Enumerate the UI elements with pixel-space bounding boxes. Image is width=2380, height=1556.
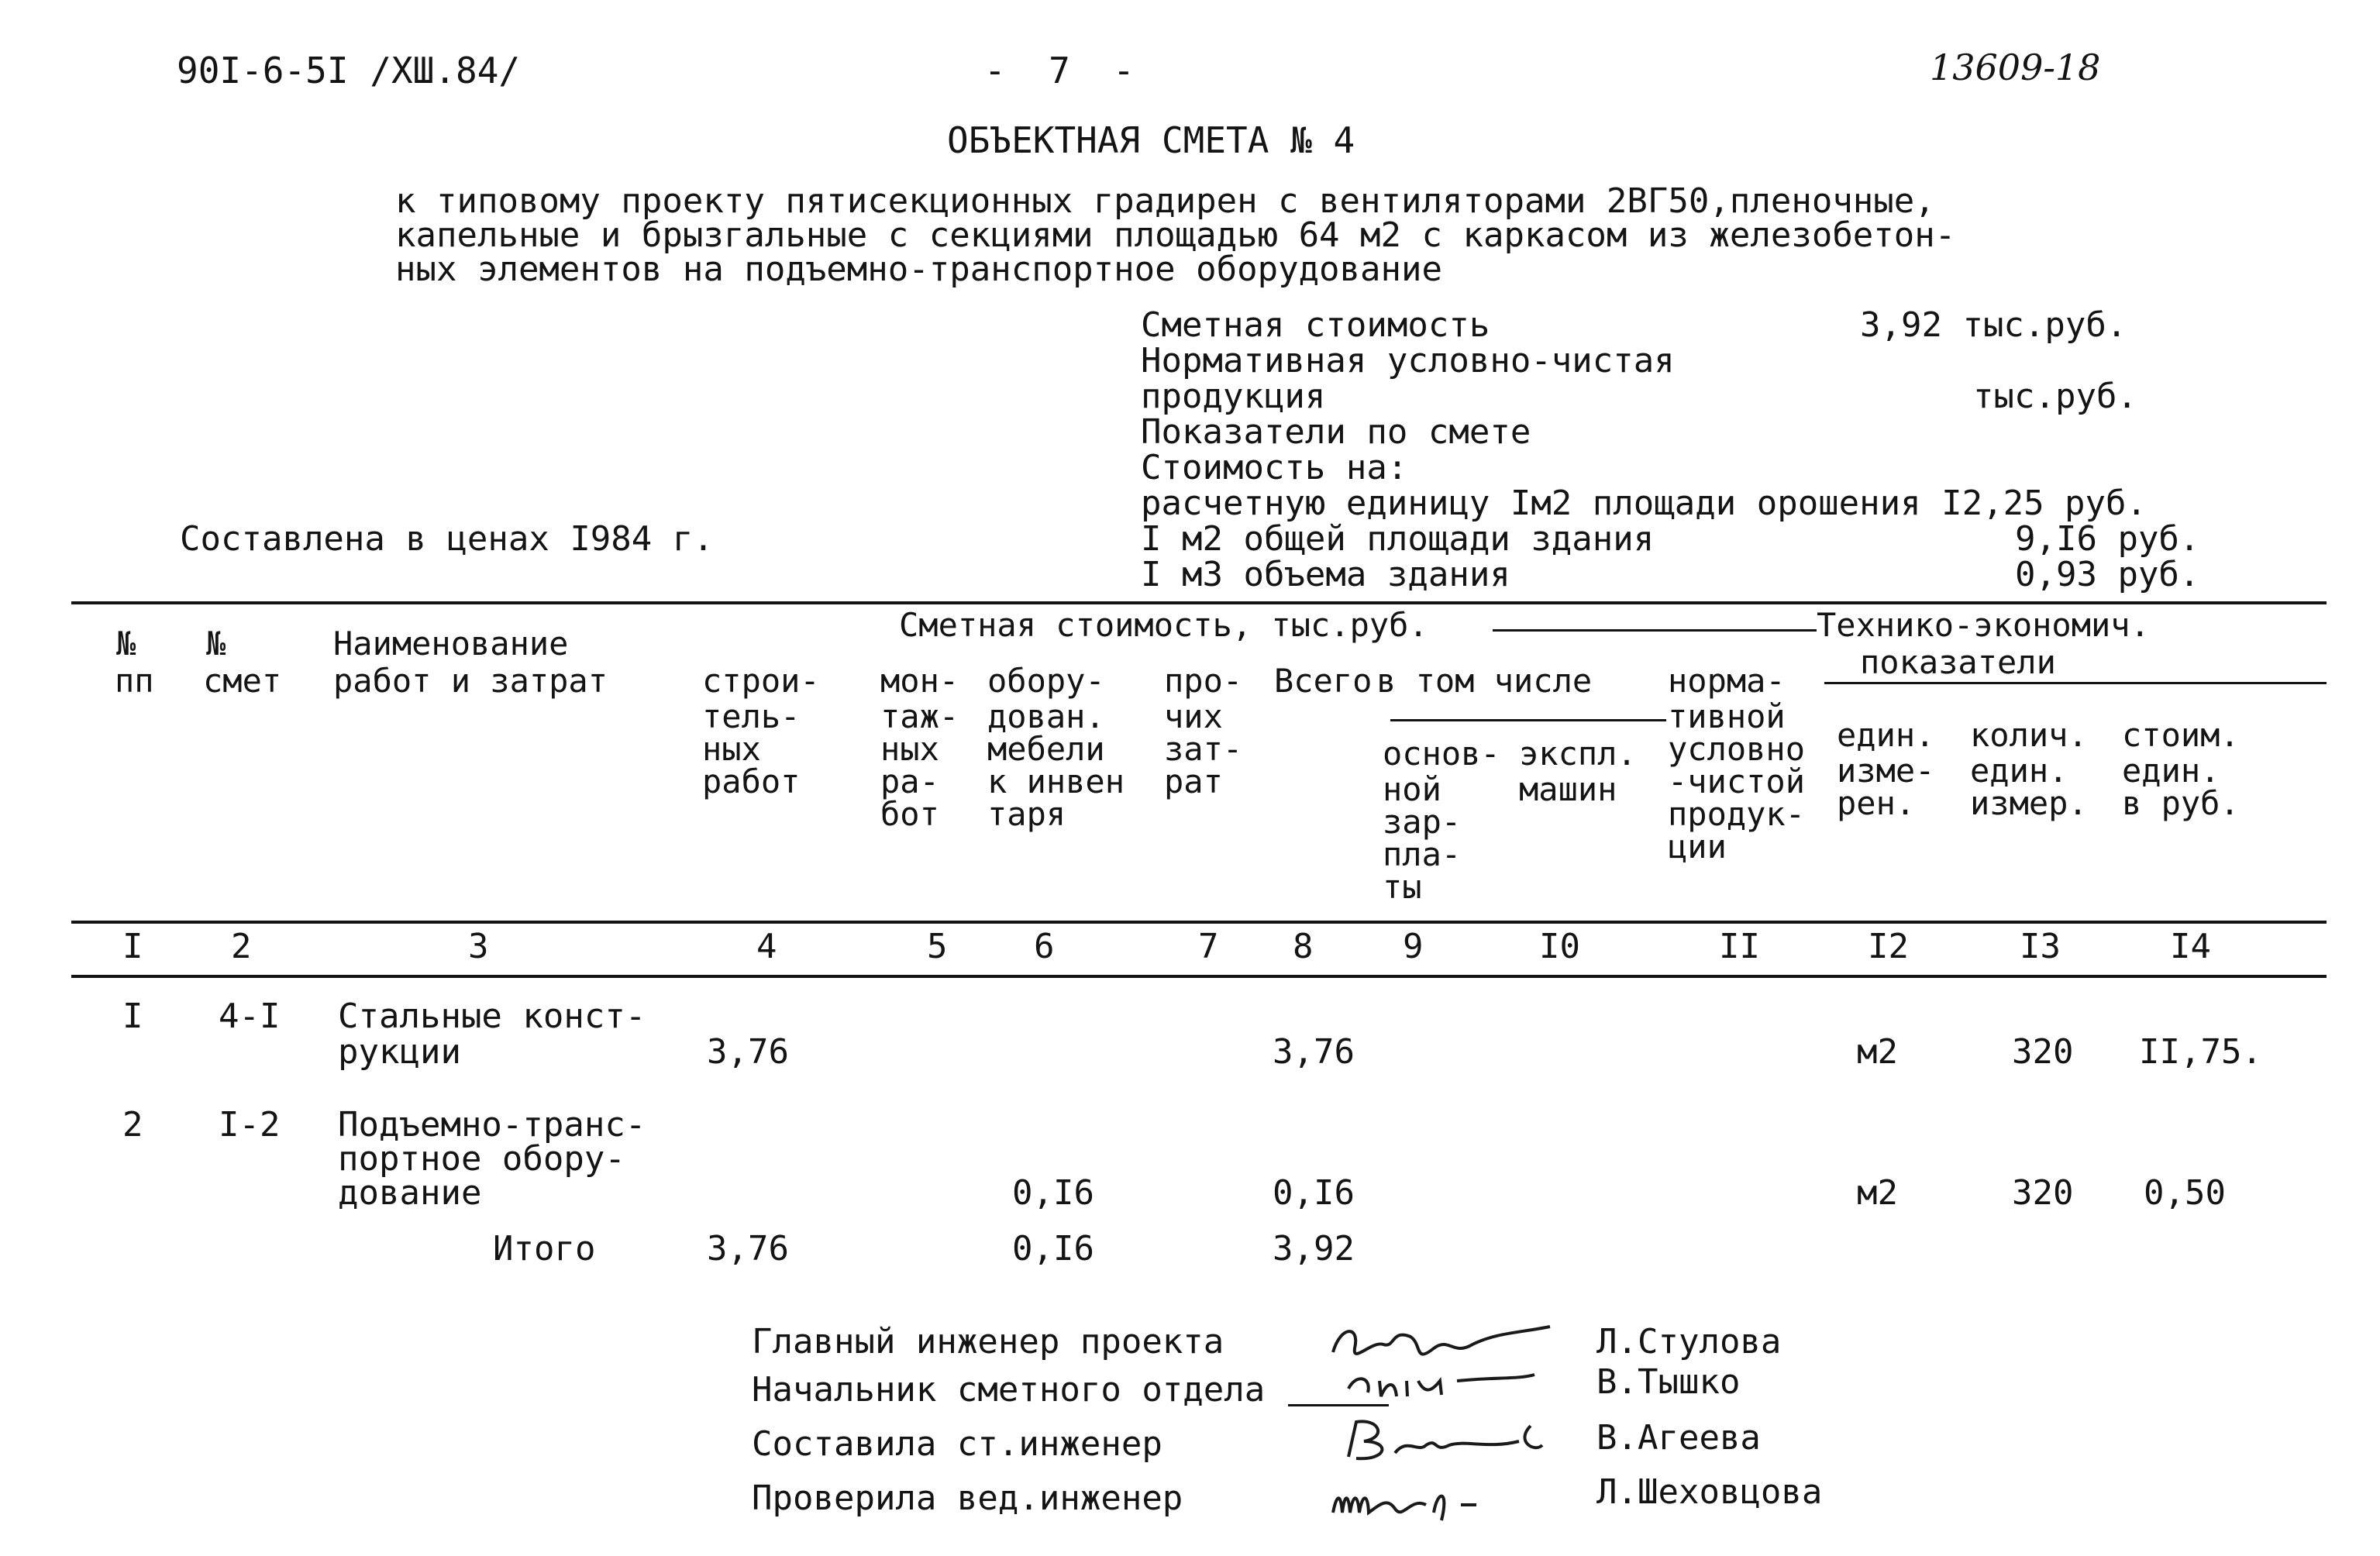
col-9-head-3: зар- — [1383, 803, 1462, 841]
col-11-head-2: тивной — [1668, 697, 1786, 735]
col-6-head-1: обору- — [987, 662, 1105, 700]
col-4-head-2: тель- — [702, 697, 801, 735]
cost-group-head: Сметная стоимость, тыс.руб. — [899, 606, 1428, 644]
row-1-estimate: 4-I — [219, 997, 281, 1036]
col-5-head-3: ных — [880, 730, 939, 768]
col-6-head-3: мебели — [987, 730, 1105, 768]
col-number: I4 — [2170, 927, 2211, 966]
row-2-name-1: Подъемно-транс- — [338, 1105, 646, 1145]
col-number: I3 — [2020, 927, 2061, 966]
signature-role-3: Составила ст.инженер — [752, 1424, 1162, 1464]
col-2-head-b: смет — [203, 662, 282, 700]
col-11-head — [1668, 662, 1806, 866]
col-6-head — [987, 662, 1125, 833]
col-number: 5 — [927, 927, 948, 966]
col-number: 7 — [1198, 927, 1219, 966]
col-13-head-2: един. — [1970, 752, 2068, 790]
col-4-head-3: ных — [702, 730, 761, 768]
incl-group-rule — [1390, 719, 1666, 721]
col-5-head-2: таж- — [880, 697, 959, 735]
col-9-head-2: ной — [1383, 770, 1441, 808]
col-number: I — [122, 927, 143, 966]
col-9-head-5: ты — [1383, 868, 1422, 906]
col-6-head-5: таря — [987, 795, 1066, 833]
signature-role-1: Главный инженер проекта — [752, 1322, 1224, 1362]
col-number: 9 — [1403, 927, 1424, 966]
col-12-head — [1837, 716, 1935, 822]
summary-area-label: I м2 общей площади здания — [1141, 519, 1655, 559]
col-5-head — [880, 662, 959, 833]
col-13-head — [1970, 716, 2088, 822]
col-number: 3 — [468, 927, 489, 966]
prices-note: Составлена в ценах I984 г. — [180, 519, 714, 559]
row-1-name-1: Стальные конст- — [338, 997, 646, 1036]
signature-role-4: Проверила вед.инженер — [752, 1479, 1183, 1518]
col-7-head-3: зат- — [1164, 730, 1243, 768]
col-10-head-2: машин — [1519, 770, 1617, 808]
col-number: 6 — [1034, 927, 1055, 966]
row-2-name-3: дование — [338, 1173, 482, 1213]
col-11-head-4: -чистой — [1668, 763, 1806, 800]
summary-indicators-label: Показатели по смете — [1141, 412, 1531, 452]
row-2-unit-cost: 0,50 — [2144, 1173, 2226, 1213]
col-11-head-1: норма- — [1668, 662, 1786, 700]
summary-volume-label: I м3 объема здания — [1141, 555, 1510, 594]
col-11-head-5: продук- — [1668, 795, 1806, 833]
col-5-head-4: ра- — [880, 763, 939, 800]
col-12-head-3: рен. — [1837, 784, 1916, 822]
row-2-qty: 320 — [2012, 1173, 2074, 1213]
row-2-number: 2 — [122, 1105, 143, 1145]
signature-name-2: В.Тышко — [1596, 1362, 1741, 1402]
col-14-head-2: един. — [2122, 752, 2220, 790]
row-2-name-2: портное обору- — [338, 1139, 625, 1179]
col-7-head — [1164, 662, 1243, 800]
col-12-head-1: един. — [1837, 716, 1935, 754]
col-4-head — [702, 662, 820, 800]
col-number: I2 — [1868, 927, 1909, 966]
col-7-head-1: про- — [1164, 662, 1243, 700]
col-4-head-4: работ — [702, 763, 801, 800]
col-1-head-a: № — [116, 625, 136, 663]
row-1-number: I — [122, 997, 143, 1036]
total-equipment: 0,I6 — [1012, 1229, 1094, 1269]
subtitle-line-1: к типовому проекту пятисекционных градирен с вентиляторами 2ВГ50,пленочные, — [395, 181, 1935, 221]
col-9-head-4: пла- — [1383, 835, 1462, 873]
tech-group-head: Технико-экономич. — [1817, 606, 2150, 644]
table-top-rule — [71, 601, 2327, 604]
handwritten-signature-3 — [1333, 1410, 1565, 1472]
col-number: 8 — [1293, 927, 1314, 966]
col-11-head-6: ции — [1668, 828, 1727, 866]
signature-name-4: Л.Шеховцова — [1596, 1472, 1823, 1512]
tech-group-head-2: показатели — [1860, 643, 2056, 681]
row-2-total: 0,I6 — [1273, 1173, 1355, 1213]
col-9-10-head: в том числе — [1376, 662, 1593, 700]
header-bottom-rule — [71, 921, 2327, 924]
col-9-head — [1383, 735, 1500, 906]
col-6-head-4: к инвен — [987, 763, 1125, 800]
summary-ncp-value: тыс.руб. — [1973, 377, 2137, 416]
summary-cost-value: 3,92 тыс.руб. — [1860, 305, 2127, 345]
col-10-head-1: экспл. — [1519, 735, 1637, 773]
tech-group-rule — [1824, 682, 2327, 684]
col-8-head: Всего — [1274, 662, 1373, 700]
col-13-head-1: колич. — [1970, 716, 2088, 754]
row-1-construction: 3,76 — [707, 1032, 789, 1072]
summary-cost-label: Сметная стоимость — [1141, 305, 1490, 345]
col-number: 2 — [231, 927, 252, 966]
archive-stamp: 13609-18 — [1930, 46, 2101, 88]
col-5-head-1: мон- — [880, 662, 959, 700]
page-number: - 7 - — [984, 50, 1135, 91]
col-number: 4 — [756, 927, 777, 966]
col-9-head-1: основ- — [1383, 735, 1500, 773]
col-14-head — [2122, 716, 2240, 822]
total-all: 3,92 — [1273, 1229, 1355, 1269]
col-3-head-a: Наименование — [333, 625, 569, 663]
col-14-head-1: стоим. — [2122, 716, 2240, 754]
summary-cost-on-label: Стоимость на: — [1141, 448, 1408, 487]
row-1-qty: 320 — [2012, 1032, 2074, 1072]
row-1-unit: м2 — [1857, 1032, 1898, 1072]
signature-name-3: В.Агеева — [1596, 1418, 1761, 1458]
col-1-head-b: пп — [115, 662, 154, 700]
handwritten-signature-2 — [1341, 1358, 1542, 1412]
total-construction: 3,76 — [707, 1229, 789, 1269]
summary-ncp-label: Нормативная условно-чистая — [1141, 341, 1675, 380]
row-1-unit-cost: II,75. — [2139, 1032, 2262, 1072]
col-2-head-a: № — [206, 625, 226, 663]
total-label: Итого — [493, 1229, 596, 1269]
summary-irrigation: расчетную единицу Iм2 площади орошения I2,25 руб. — [1141, 484, 2148, 523]
col-11-head-3: условно — [1668, 730, 1806, 768]
col-numbers-rule — [71, 975, 2327, 978]
col-number: II — [1719, 927, 1760, 966]
document-code: 90I-6-5I /XШ.84/ — [177, 50, 521, 91]
summary-volume-value: 0,93 руб. — [2015, 555, 2200, 594]
col-number: I0 — [1539, 927, 1580, 966]
col-12-head-2: изме- — [1837, 752, 1935, 790]
row-2-estimate: I-2 — [219, 1105, 281, 1145]
col-13-head-3: измер. — [1970, 784, 2088, 822]
summary-area-value: 9,I6 руб. — [2015, 519, 2200, 559]
col-5-head-5: бот — [880, 795, 939, 833]
col-3-head-b: работ и затрат — [333, 662, 608, 700]
subtitle-line-2: капельные и брызгальные с секциями площадью 64 м2 с каркасом из железобетон- — [395, 215, 1956, 255]
row-2-unit: м2 — [1857, 1173, 1898, 1213]
cost-group-tail — [1493, 629, 1817, 632]
subtitle-line-3: ных элементов на подъемно-транспортное оборудование — [395, 250, 1443, 289]
row-1-name-2: рукции — [338, 1032, 461, 1072]
document-title: ОБЪЕКТНАЯ СМЕТА № 4 — [947, 119, 1355, 161]
handwritten-signature-4 — [1317, 1466, 1503, 1536]
col-4-head-1: строи- — [702, 662, 820, 700]
col-7-head-2: чих — [1164, 697, 1223, 735]
col-6-head-2: дован. — [987, 697, 1105, 735]
summary-ncp-label-2: продукция — [1141, 377, 1326, 416]
row-1-total: 3,76 — [1273, 1032, 1355, 1072]
col-7-head-4: рат — [1164, 763, 1223, 800]
col-14-head-3: в руб. — [2122, 784, 2240, 822]
signature-name-1: Л.Стулова — [1596, 1322, 1782, 1362]
signature-role-2: Начальник сметного отдела — [752, 1370, 1266, 1410]
col-10-head — [1519, 735, 1637, 808]
row-2-equipment: 0,I6 — [1012, 1173, 1094, 1213]
